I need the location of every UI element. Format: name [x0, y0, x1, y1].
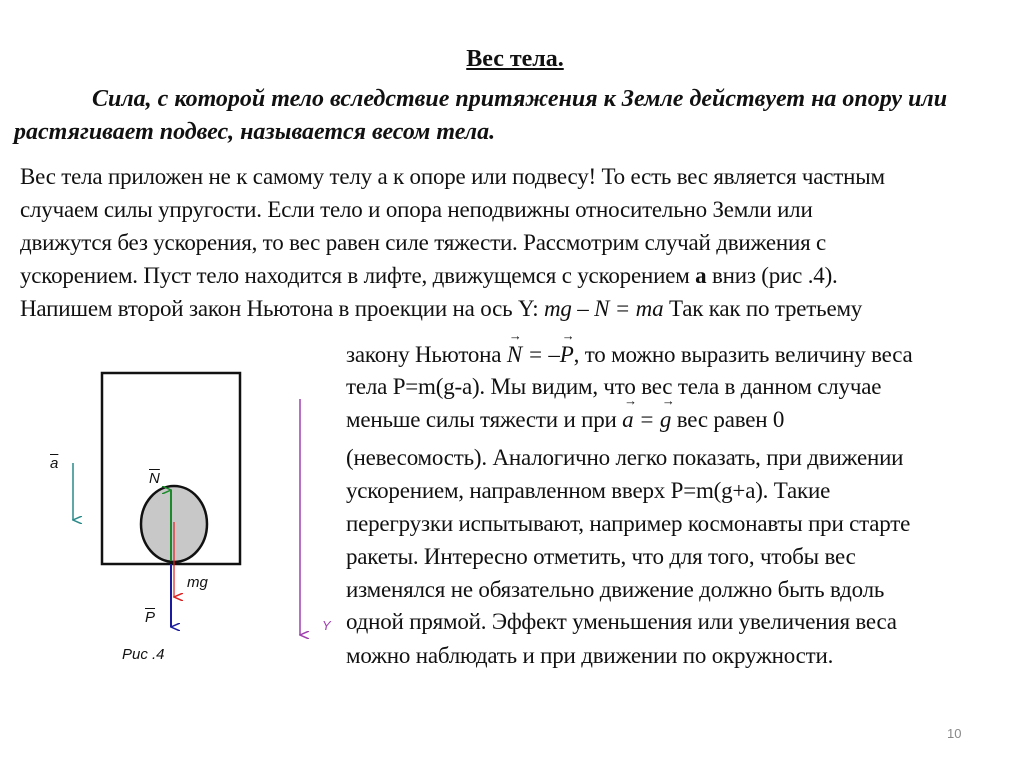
eq: = — [633, 407, 660, 432]
slide-title: Вес тела. — [466, 46, 564, 72]
eq: = – — [522, 342, 560, 367]
text: вес равен 0 — [671, 407, 785, 432]
paragraph-line-1: Вес тела приложен не к самому телу а к опоре или подвесу! То есть вес является частным — [20, 164, 885, 189]
accel-symbol: а — [695, 263, 707, 288]
right-line-5: ускорением, направленном вверх P=m(g+a). Такие — [346, 478, 831, 503]
right-line-7: ракеты. Интересно отметить, что для того, чтобы вес — [346, 544, 856, 569]
figure-caption: Рис .4 — [122, 646, 165, 663]
text: Напишем второй закон Ньютона в проекции на ось Y: — [20, 296, 544, 321]
label-mg: mg — [187, 574, 208, 591]
right-line-10: можно наблюдать и при движении по окружности. — [346, 643, 834, 668]
definition-line-2: растягивает подвес, называется весом тела. — [14, 119, 496, 145]
vector-a: → a — [622, 407, 633, 433]
vector-P: → P — [560, 342, 574, 368]
vector-N: → N — [507, 342, 522, 368]
page-number: 10 — [947, 726, 962, 741]
text: ускорением. Пуст тело находится в лифте, движущемся с ускорением — [20, 263, 696, 288]
label-N: $\overline{N}$ — [149, 470, 160, 487]
vector-g: → g — [660, 407, 671, 433]
paragraph-line-2: случаем силы упругости. Если тело и опора неподвижны относительно Земли или — [20, 197, 813, 222]
text: вниз (рис .4). — [706, 263, 838, 288]
text: закону Ньютона — [346, 342, 507, 367]
label-a: $\overline{a}$ — [50, 455, 59, 472]
right-line-4: (невесомость). Аналогично легко показать, при движении — [346, 445, 904, 470]
right-line-9: одной прямой. Эффект уменьшения или увеличения веса — [346, 609, 897, 634]
newton-equation: mg – N = ma — [544, 296, 664, 321]
paragraph-line-3: движутся без ускорения, то вес равен силе тяжести. Рассмотрим случай движения с — [20, 230, 827, 255]
text: Так как по третьему — [663, 296, 863, 321]
text: , то можно выразить величину веса — [573, 342, 913, 367]
definition-line-1: Сила, с которой тело вследствие притяжения к Земле действует на опору или — [92, 86, 948, 112]
right-line-2: тела P=m(g-a). Мы видим, что вес тела в данном случае — [346, 374, 882, 399]
right-line-6: перегрузки испытывают, например космонавты при старте — [346, 511, 911, 536]
text: меньше силы тяжести и при — [346, 407, 623, 432]
label-Y: Y — [322, 618, 331, 633]
label-P: $\overline{P}$ — [145, 609, 156, 626]
right-line-8: изменялся не обязательно движение должно быть вдоль — [346, 577, 885, 602]
